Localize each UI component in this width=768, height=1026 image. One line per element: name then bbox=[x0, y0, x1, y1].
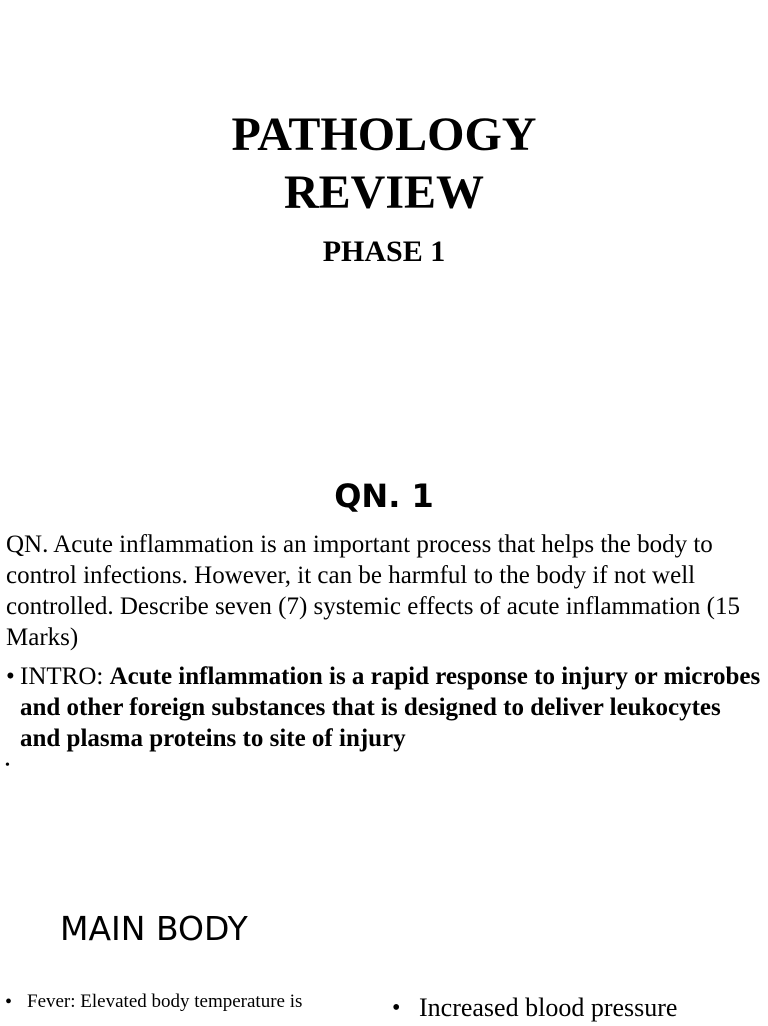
page-subtitle: PHASE 1 bbox=[322, 235, 446, 268]
question-text: QN. Acute inflammation is an important process that helps the body to control infections. However, it can be harmful to the body if not well controlled. Describe seven (7) systemic effects of acute inflammation (15 Marks) bbox=[6, 531, 740, 651]
main-body-heading: MAIN BODY bbox=[60, 909, 248, 948]
bullet-icon: • bbox=[392, 995, 401, 1021]
page-title-line-2: REVIEW bbox=[283, 166, 485, 219]
intro-label: INTRO: bbox=[20, 663, 110, 690]
left-item-text: Fever: Elevated body temperature is bbox=[27, 991, 303, 1012]
intro-text bbox=[20, 661, 762, 754]
right-item-text: Increased blood pressure bbox=[419, 993, 678, 1022]
page-title-line-1: PATHOLOGY bbox=[231, 108, 537, 161]
empty-bullet-icon: • bbox=[5, 758, 10, 773]
intro-body: Acute inflammation is a rapid response to injury or microbes and other foreign substances that is designed to deliver leukocytes and plasma proteins to site of injury bbox=[20, 663, 761, 752]
bullet-icon: • bbox=[5, 991, 13, 1013]
question-heading: QN. 1 bbox=[334, 477, 434, 515]
bullet-icon: • bbox=[6, 663, 15, 690]
title-block bbox=[0, 106, 768, 270]
left-column-list-item bbox=[5, 987, 365, 1017]
intro-list-item bbox=[0, 661, 762, 754]
right-column-list-item bbox=[392, 990, 762, 1026]
